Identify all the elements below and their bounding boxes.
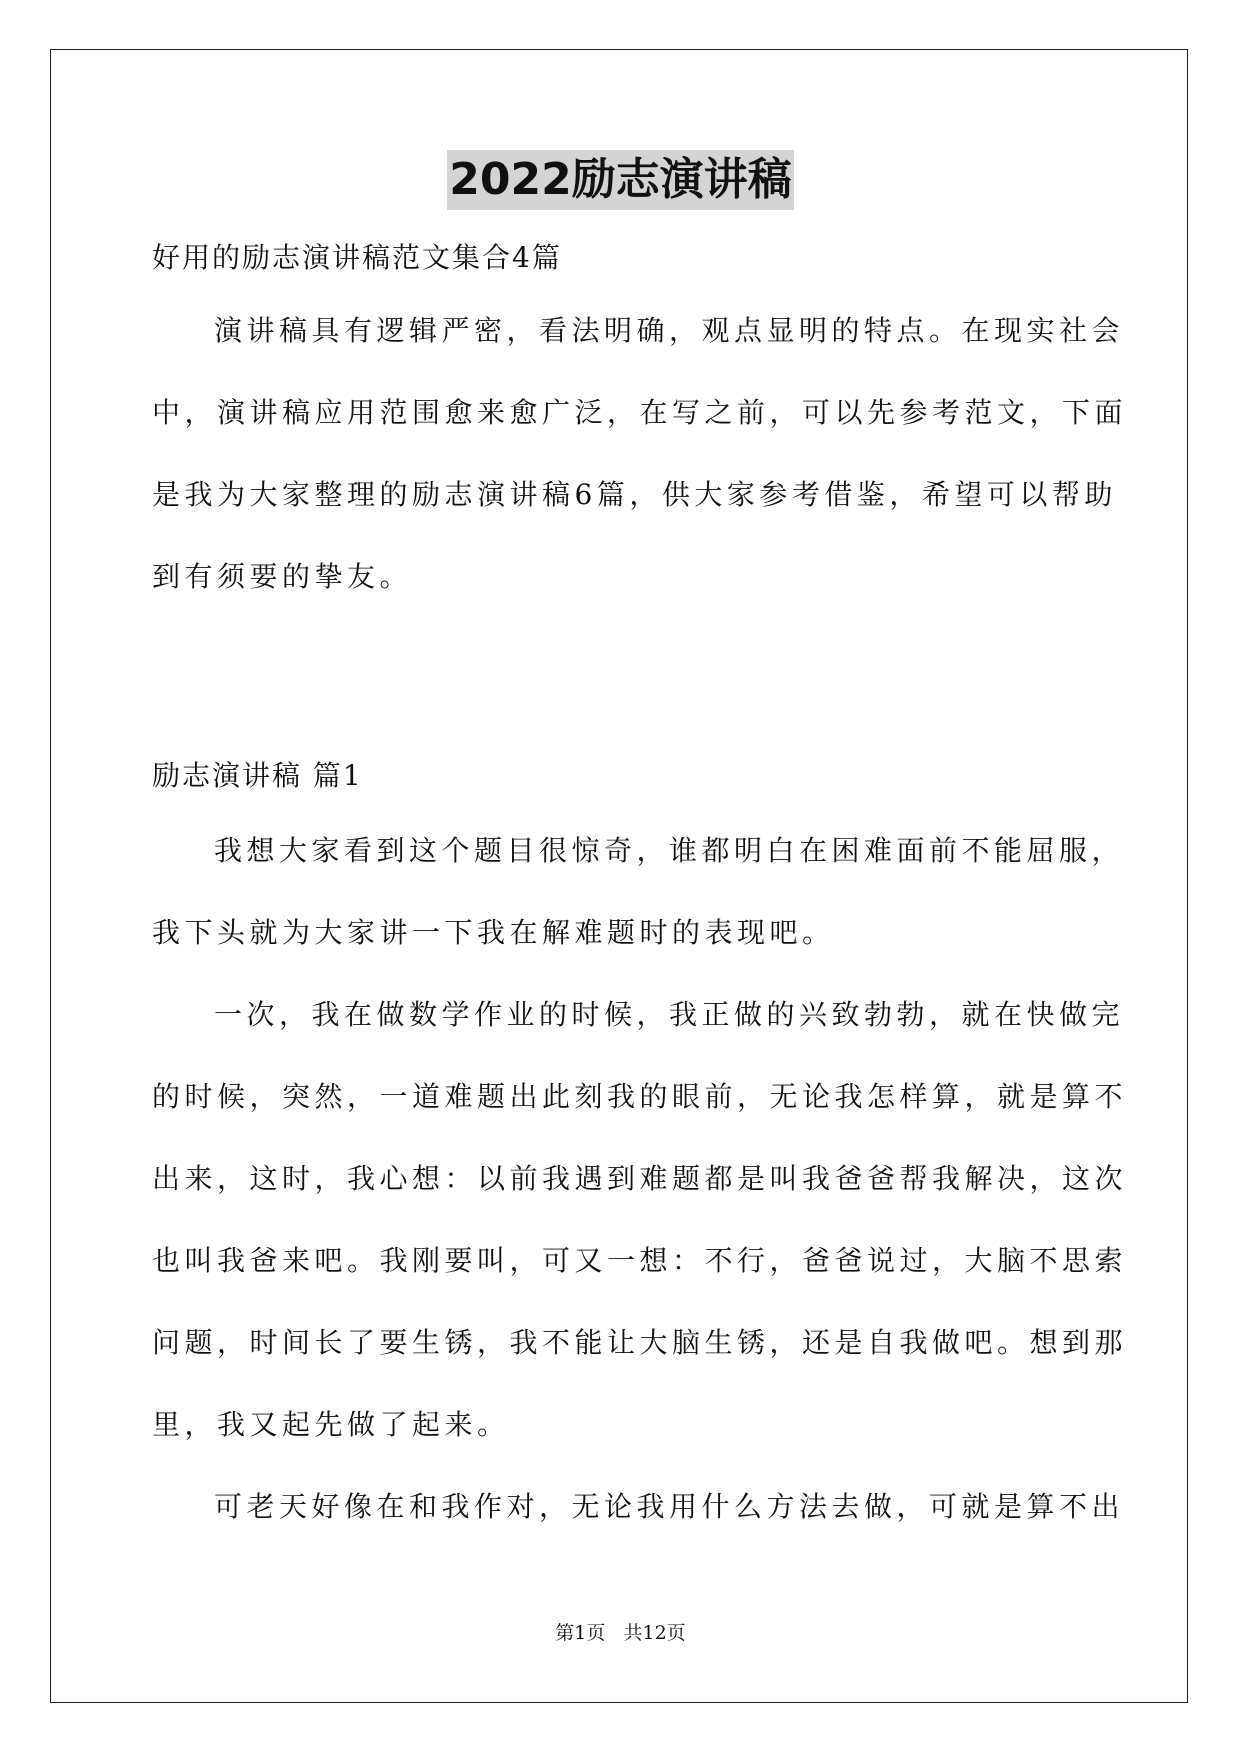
text-line: 的时候，突然，一道难题出此刻我的眼前，无论我怎样算，就是算不 [152,1080,1128,1113]
text-line: 我想大家看到这个题目很惊奇，谁都明白在困难面前不能屈服， [214,834,1125,867]
text-line: 可老天好像在和我作对，无论我用什么方法去做，可就是算不出 [214,1490,1125,1523]
document-title: 2022励志演讲稿 [447,150,793,210]
text-line: 出来，这时，我心想：以前我遇到难题都是叫我爸爸帮我解决，这次 [152,1162,1128,1195]
section-heading: 励志演讲稿 篇1 [152,759,363,792]
intro-paragraph [152,290,1128,618]
paragraph-1 [152,810,1125,974]
text-line: 也叫我爸来吧。我刚要叫，可又一想：不行，爸爸说过，大脑不思索 [152,1244,1128,1277]
text-line: 问题，时间长了要生锈，我不能让大脑生锈，还是自我做吧。想到那 [152,1326,1128,1359]
document-subtitle: 好用的励志演讲稿范文集合4篇 [152,241,562,274]
page-footer [0,1620,1241,1646]
title-container [0,150,1241,210]
page-number: 第1页 共12页 [555,1622,686,1644]
text-line: 里，我又起先做了起来。 [152,1408,510,1441]
text-line: 是我为大家整理的励志演讲稿6篇，供大家参考借鉴，希望可以帮助 [152,478,1117,511]
paragraph-2 [152,974,1128,1466]
text-line: 到有须要的挚友。 [152,560,413,593]
text-line: 我下头就为大家讲一下我在解难题时的表现吧。 [152,916,835,949]
text-line: 中，演讲稿应用范围愈来愈广泛，在写之前，可以先参考范文，下面 [152,396,1128,429]
paragraph-3 [152,1466,1125,1548]
text-line: 一次，我在做数学作业的时候，我正做的兴致勃勃，就在快做完 [214,998,1125,1031]
text-line: 演讲稿具有逻辑严密，看法明确，观点显明的特点。在现实社会 [214,314,1125,347]
